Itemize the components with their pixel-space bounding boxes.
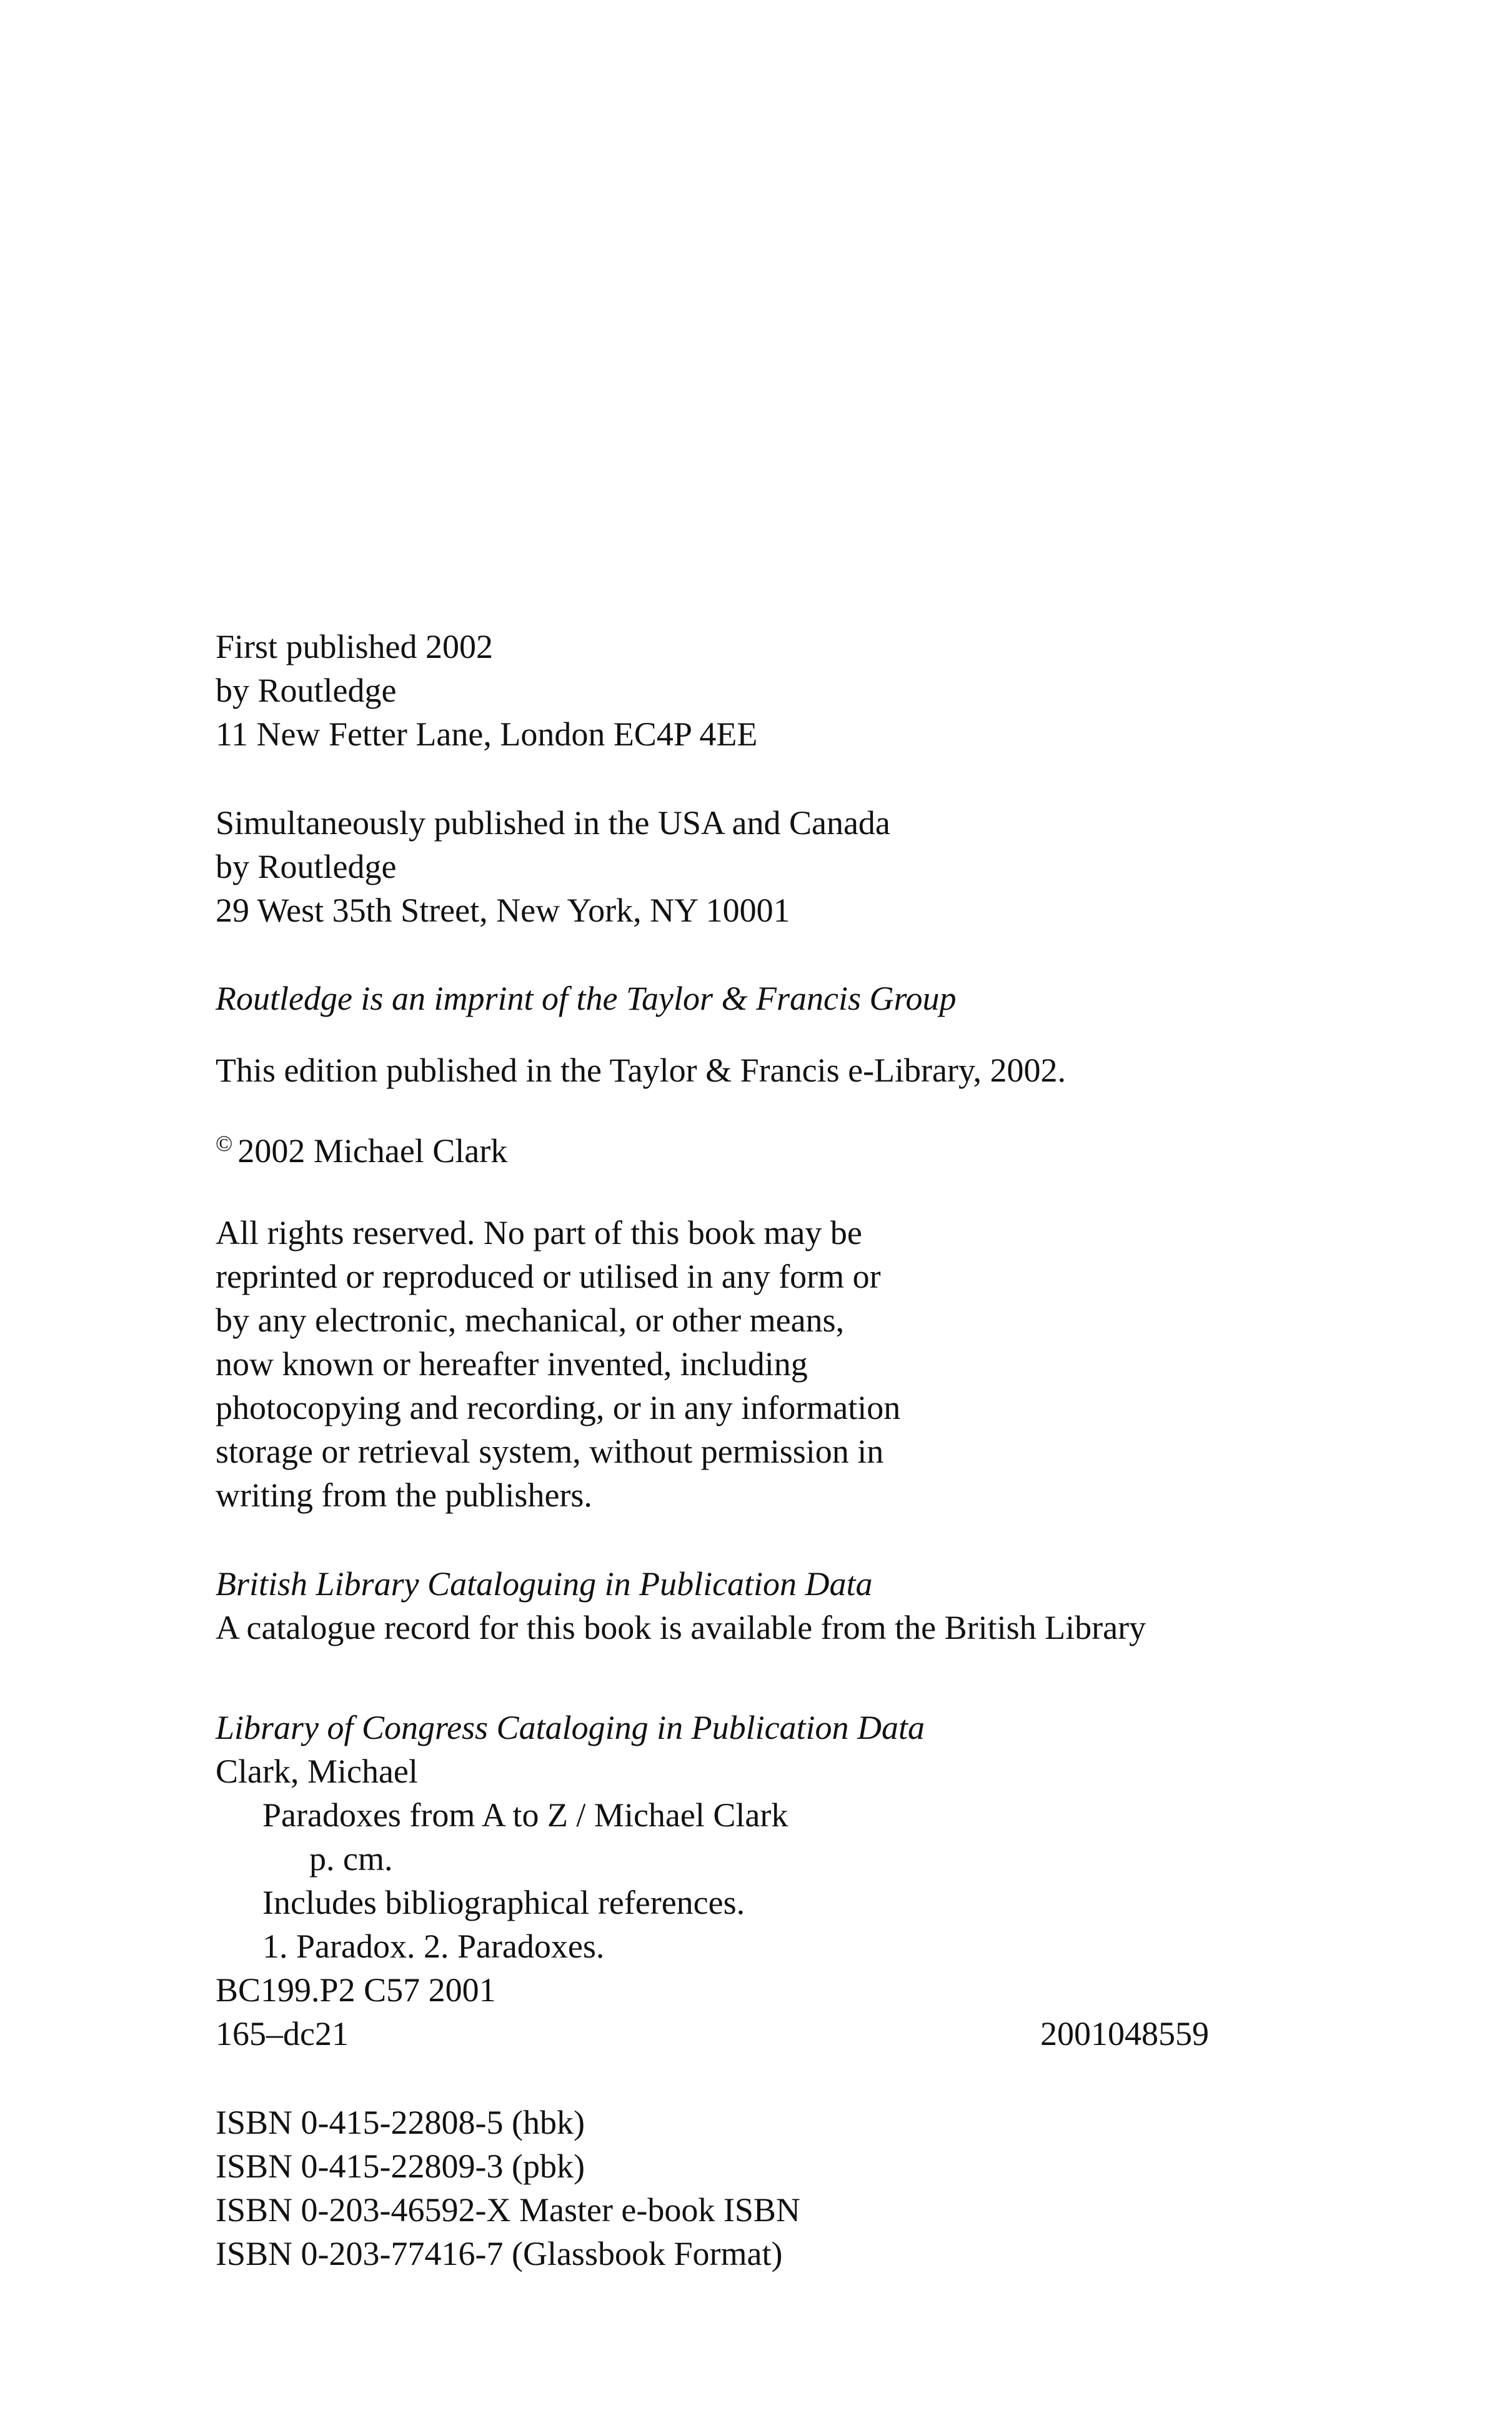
usa-publisher-address-line: 29 West 35th Street, New York, NY 10001 — [216, 892, 790, 929]
loc-pages: p. cm. — [309, 1840, 393, 1878]
isbn-master-ebook: ISBN 0-203-46592-X Master e-book ISBN — [216, 2191, 800, 2229]
usa-publisher-line: by Routledge — [216, 848, 397, 885]
publisher-address-line: 11 New Fetter Lane, London EC4P 4EE — [216, 715, 758, 753]
rights-line: writing from the publishers. — [216, 1476, 592, 1514]
loc-heading: Library of Congress Cataloging in Publication Data — [216, 1709, 925, 1746]
copyright-symbol: © — [216, 1131, 233, 1156]
publisher-line: by Routledge — [216, 672, 397, 709]
rights-line: All rights reserved. No part of this book may be — [216, 1214, 862, 1251]
copyright-text: 2002 Michael Clark — [237, 1132, 508, 1170]
copyright-line — [216, 1122, 507, 1173]
rights-line: now known or hereafter invented, including — [216, 1345, 808, 1383]
first-published-line: First published 2002 — [216, 628, 494, 665]
rights-line: photocopying and recording, or in any information — [216, 1389, 901, 1426]
edition-note: This edition published in the Taylor & Francis e-Library, 2002. — [216, 1052, 1066, 1089]
isbn-pbk: ISBN 0-415-22809-3 (pbk) — [216, 2147, 585, 2185]
british-library-text: A catalogue record for this book is available from the British Library — [216, 1609, 1146, 1646]
loc-subjects: 1. Paradox. 2. Paradoxes. — [262, 1928, 605, 1965]
isbn-glassbook: ISBN 0-203-77416-7 (Glassbook Format) — [216, 2235, 783, 2272]
loc-dewey: 165–dc21 — [216, 2015, 349, 2052]
loc-author: Clark, Michael — [216, 1753, 418, 1790]
isbn-hbk: ISBN 0-415-22808-5 (hbk) — [216, 2104, 585, 2141]
rights-line: storage or retrieval system, without permission in — [216, 1433, 884, 1470]
british-library-heading: British Library Cataloguing in Publication Data — [216, 1565, 873, 1603]
loc-title: Paradoxes from A to Z / Michael Clark — [262, 1796, 788, 1834]
usa-published-line: Simultaneously published in the USA and Canada — [216, 804, 890, 842]
rights-line: by any electronic, mechanical, or other means, — [216, 1301, 845, 1339]
loc-call-number: BC199.P2 C57 2001 — [216, 1971, 496, 2009]
imprint-note: Routledge is an imprint of the Taylor & Francis Group — [216, 980, 957, 1017]
rights-line: reprinted or reproduced or utilised in any form or — [216, 1258, 881, 1295]
loc-references: Includes bibliographical references. — [262, 1884, 745, 1921]
loc-lccn: 2001048559 — [1040, 2015, 1209, 2052]
